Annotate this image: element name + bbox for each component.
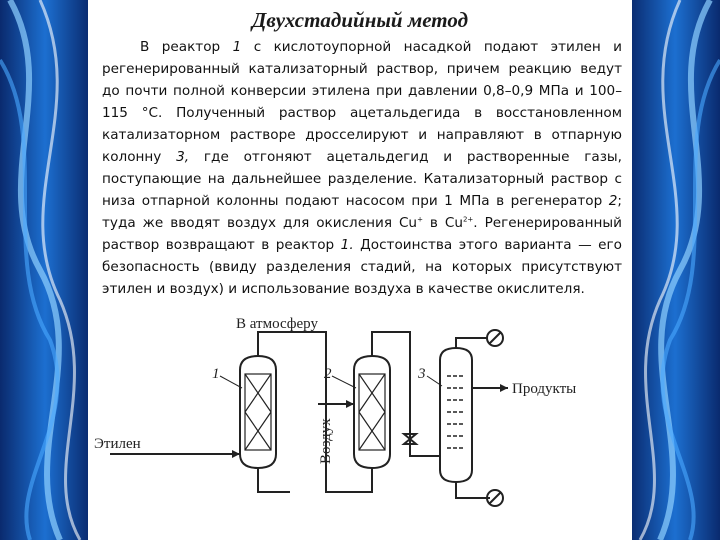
unit-label-2: 2 xyxy=(324,366,332,382)
text-part: . Регенерированный раствор возвращают в реактор xyxy=(102,215,622,253)
ref-2: 2 xyxy=(608,193,618,209)
text-part: с кислотоупорной насадкой подают этилен и регенерированный катализаторный раствор, причем реакцию ведут до почти полной конверсии этилена при давлении 0,8–0,9 МПа и 100–115 °С. Полученный раствор ацетальдегида в восстановленном катализаторном растворе дросселируют и направляют в отпарную колонну xyxy=(102,39,623,165)
text-part: ; туда же вводят воздух для окисления Cu xyxy=(102,193,622,231)
left-decor-strip xyxy=(0,0,90,540)
pipe-1-bottom xyxy=(258,484,290,492)
text-part: где отгоняют ацетальдегид и растворенные газы, поступающие на дальнейшее разделение. Катализаторный раствор с низа отпарной колонны подают насосом при 1 МПа в регенератор xyxy=(102,149,622,209)
ethylene-label: Этилен xyxy=(94,436,141,452)
ref-3: 3, xyxy=(176,149,190,165)
text-part: Достоинства этого варианта — его безопасность (ввиду разделения стадий, на которых присутствуют этилен и воздух) и использование воздуха в качестве окислителя. xyxy=(102,237,622,297)
air-label: Воздух xyxy=(318,418,334,464)
products-label: Продукты xyxy=(512,381,577,397)
stripping-column-3 xyxy=(440,348,472,482)
unit-label-1: 1 xyxy=(212,366,220,382)
slide-title: Двухстадийный метод xyxy=(252,8,468,32)
superscript: + xyxy=(417,215,423,224)
process-diagram xyxy=(90,308,577,538)
body-paragraph xyxy=(102,36,622,300)
ref-1b: 1. xyxy=(340,237,354,253)
pipe-2-3 xyxy=(372,332,440,456)
unit-label-3: 3 xyxy=(418,366,426,382)
atmosphere-label: В атмосферу xyxy=(236,316,318,332)
text-part: В реактор xyxy=(140,39,221,55)
right-decor-strip xyxy=(630,0,720,540)
text-part: в Cu xyxy=(429,215,463,231)
superscript: 2+ xyxy=(462,215,474,224)
ref-1: 1 xyxy=(232,39,242,55)
